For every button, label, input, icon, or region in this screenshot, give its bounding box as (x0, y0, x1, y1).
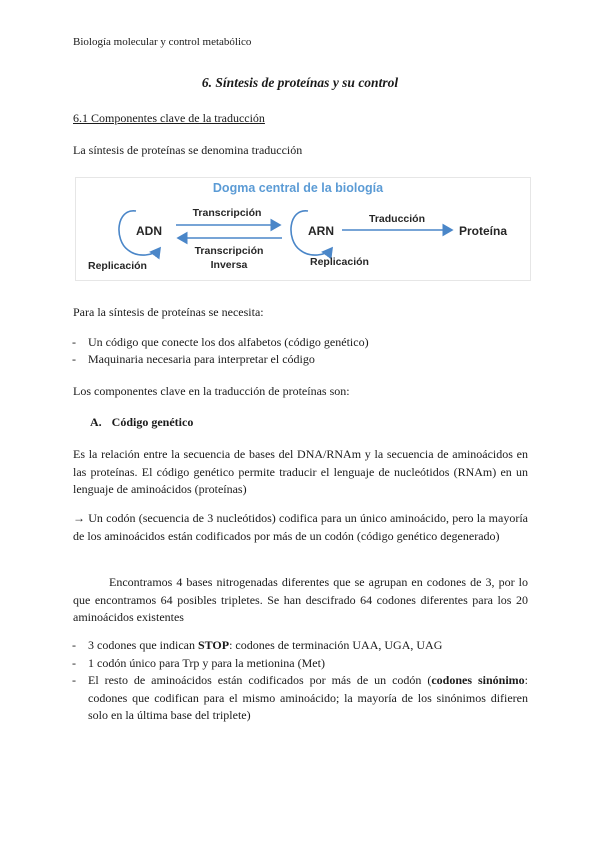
central-dogma-diagram (75, 177, 531, 281)
paragraph-codon: → Un codón (secuencia de 3 nucleótidos) codifica para un único aminoácido, pero la mayoría de los aminoácidos están codificados por más de un codón (código genético degenerado) (73, 511, 528, 543)
list-item (72, 655, 528, 673)
subsection-a-heading (90, 415, 193, 430)
list-dash: - (72, 673, 76, 687)
paragraph-bases: Encontramos 4 bases nitrogenadas diferentes que se agrupan en codones de 3, por lo que encontramos 64 posibles tripletes. Se han descifrado 64 codones diferentes para los 20 aminoácidos existentes (73, 575, 528, 624)
list-item-text: Maquinaria necesaria para interpretar el código (88, 352, 315, 366)
subsection-letter: A. (90, 415, 102, 429)
reverse-transcription-label-2: Inversa (210, 259, 248, 271)
node-adn: ADN (136, 224, 162, 238)
node-protein: Proteína (459, 224, 508, 238)
chapter-title: 6. Síntesis de proteínas y su control (201, 75, 399, 90)
list-item-text: 3 codones que indican (88, 638, 198, 652)
diagram-title: Dogma central de la biología (212, 181, 384, 195)
list-item-text: Un código que conecte los dos alfabetos (código genético) (88, 335, 369, 349)
list-dash: - (72, 656, 76, 670)
list-item (72, 334, 528, 352)
arn-replication-label: Replicación (310, 256, 369, 268)
list-item-text: El resto de aminoácidos están codificados por más de un codón ( (88, 673, 432, 687)
diagram-canvas (76, 178, 530, 280)
paragraph-genetic-code: Es la relación entre la secuencia de bases del DNA/RNAm y la secuencia de aminoácidos en las proteínas. El código genético permite traducir el lenguaje de nucleótidos (RNAm) en un lenguaje de aminoácidos (proteínas) (73, 447, 528, 496)
subsection-label: Código genético (111, 415, 194, 429)
translation-label: Traducción (368, 213, 426, 225)
section-heading: 6.1 Componentes clave de la traducción (73, 111, 265, 125)
list-item (72, 672, 528, 725)
stop-keyword: STOP (197, 638, 230, 652)
list-dash: - (72, 352, 76, 366)
reverse-transcription-label-1: Transcripción (194, 245, 264, 257)
list-item-text: : codones de terminación UAA, UGA, UAG (229, 638, 443, 652)
node-arn: ARN (308, 224, 334, 238)
synonym-keyword: codones sinónimo (431, 673, 525, 687)
adn-replication-label: Replicación (88, 260, 147, 272)
running-header: Biología molecular y control metabólico (73, 36, 252, 48)
list-item-text: 1 codón único para Trp y para la metionina (Met) (88, 656, 325, 670)
intro-text: La síntesis de proteínas se denomina traducción (73, 143, 303, 157)
list-dash: - (72, 335, 76, 349)
list-dash: - (72, 638, 76, 652)
list-item-text: : codones que codifican para el mismo aminoácido; la mayoría de los sinónimos difieren solo en la última base del triplete) (88, 673, 528, 722)
list-item (72, 351, 528, 369)
list-item (72, 637, 528, 655)
transcription-label: Transcripción (192, 207, 262, 219)
needs-intro: Para la síntesis de proteínas se necesita: (73, 305, 264, 319)
components-intro: Los componentes clave en la traducción de proteínas son: (73, 384, 350, 398)
